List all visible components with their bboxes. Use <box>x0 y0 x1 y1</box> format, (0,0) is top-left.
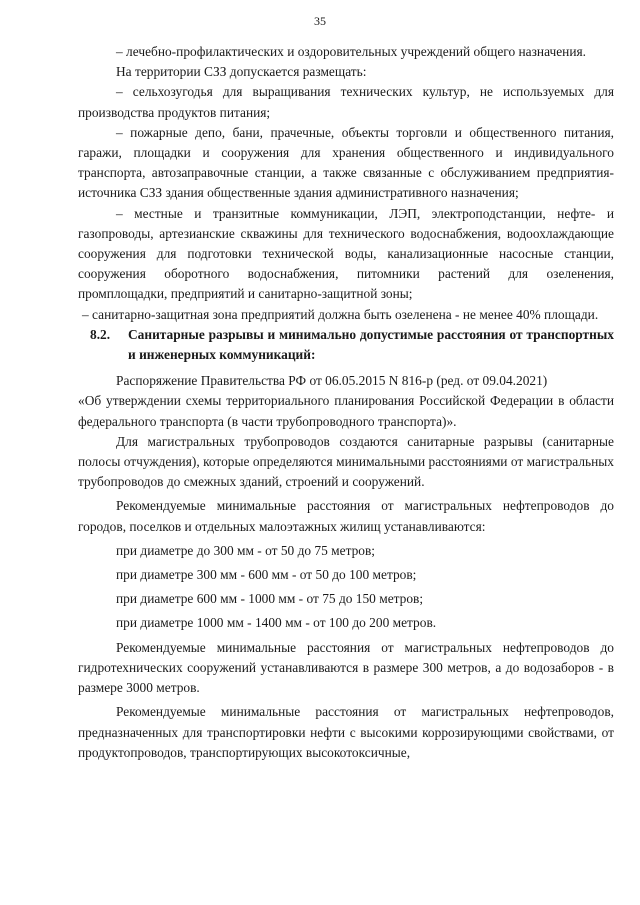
paragraph-farmland: – сельхозугодья для выращивания технических культур, не используемых для производства продуктов питания; <box>78 84 614 120</box>
list-item-diameter: при диаметре 1000 мм - 1400 мм - от 100 до 200 метров. <box>116 615 437 631</box>
paragraph-decree-line2: «Об утверждении схемы территориального планирования Российской Федерации в области федерального транспорта (в части трубопроводного транспорта)». <box>78 393 614 429</box>
section-number: 8.2. <box>90 326 111 342</box>
section-heading <box>90 325 614 365</box>
page-number: 35 <box>314 14 326 28</box>
list-item-diameter: при диаметре до 300 мм - от 50 до 75 метров; <box>116 542 376 558</box>
paragraph-szz-allowed-intro: На территории СЗЗ допускается размещать: <box>116 64 367 80</box>
paragraph-decree-line1: Распоряжение Правительства РФ от 06.05.2015 N 816-р (ред. от 09.04.2021) <box>116 373 548 389</box>
paragraph-medical-institutions: – лечебно-профилактических и оздоровительных учреждений общего назначения. <box>116 44 586 59</box>
page-content <box>78 42 614 763</box>
paragraph-pipelines: Для магистральных трубопроводов создаются санитарные разрывы (санитарные полосы отчуждения), которые определяются минимальными расстояниями от магистральных трубопроводов до смежных зданий, строений и сооружений. <box>78 433 614 490</box>
paragraph-communications: – местные и транзитные коммуникации, ЛЭП, электроподстанции, нефте- и газопроводы, артезианские скважины для технического водоснабжения, водоохлаждающие сооружения для подготовки технической воды, канализационные насосные станции, сооружения оборотного водоснабжения, питомники растений для озеленения, промплощадки, предприятий и санитарно-защитной зоны; <box>78 205 614 302</box>
list-item-diameter: при диаметре 300 мм - 600 мм - от 50 до 100 метров; <box>116 567 417 583</box>
paragraph-fire-stations: – пожарные депо, бани, прачечные, объекты торговли и общественного питания, гаражи, площадки и сооружения для хранения общественного и индивидуального транспорта, автозаправочные станции, а также связанные с обслуживанием предприятия-источника СЗЗ здания общественные здания административного назначения; <box>78 124 614 201</box>
paragraph-corrosive-oil: Рекомендуемые минимальные расстояния от магистральных нефтепроводов, предназначенных для транспортировки нефти с высокими коррозирующими свойствами, от продуктопроводов, транспортирующих высокотоксичные, <box>78 704 614 760</box>
paragraph-oil-distances-intro: Рекомендуемые минимальные расстояния от магистральных нефтепроводов до городов, поселков и отдельных малоэтажных жилищ устанавливаются: <box>78 498 614 534</box>
list-item-diameter: при диаметре 600 мм - 1000 мм - от 75 до 150 метров; <box>116 591 424 607</box>
section-title: Санитарные разрывы и минимально допустимые расстояния от транспортных и инженерных коммуникаций: <box>128 326 614 363</box>
paragraph-greening: – санитарно-защитная зона предприятий должна быть озеленена - не менее 40% площади. <box>82 306 599 322</box>
paragraph-hydro-structures: Рекомендуемые минимальные расстояния от магистральных нефтепроводов до гидротехнических сооружений устанавливаются в размере 300 метров, а до водозаборов - в размере 3000 метров. <box>78 639 614 696</box>
